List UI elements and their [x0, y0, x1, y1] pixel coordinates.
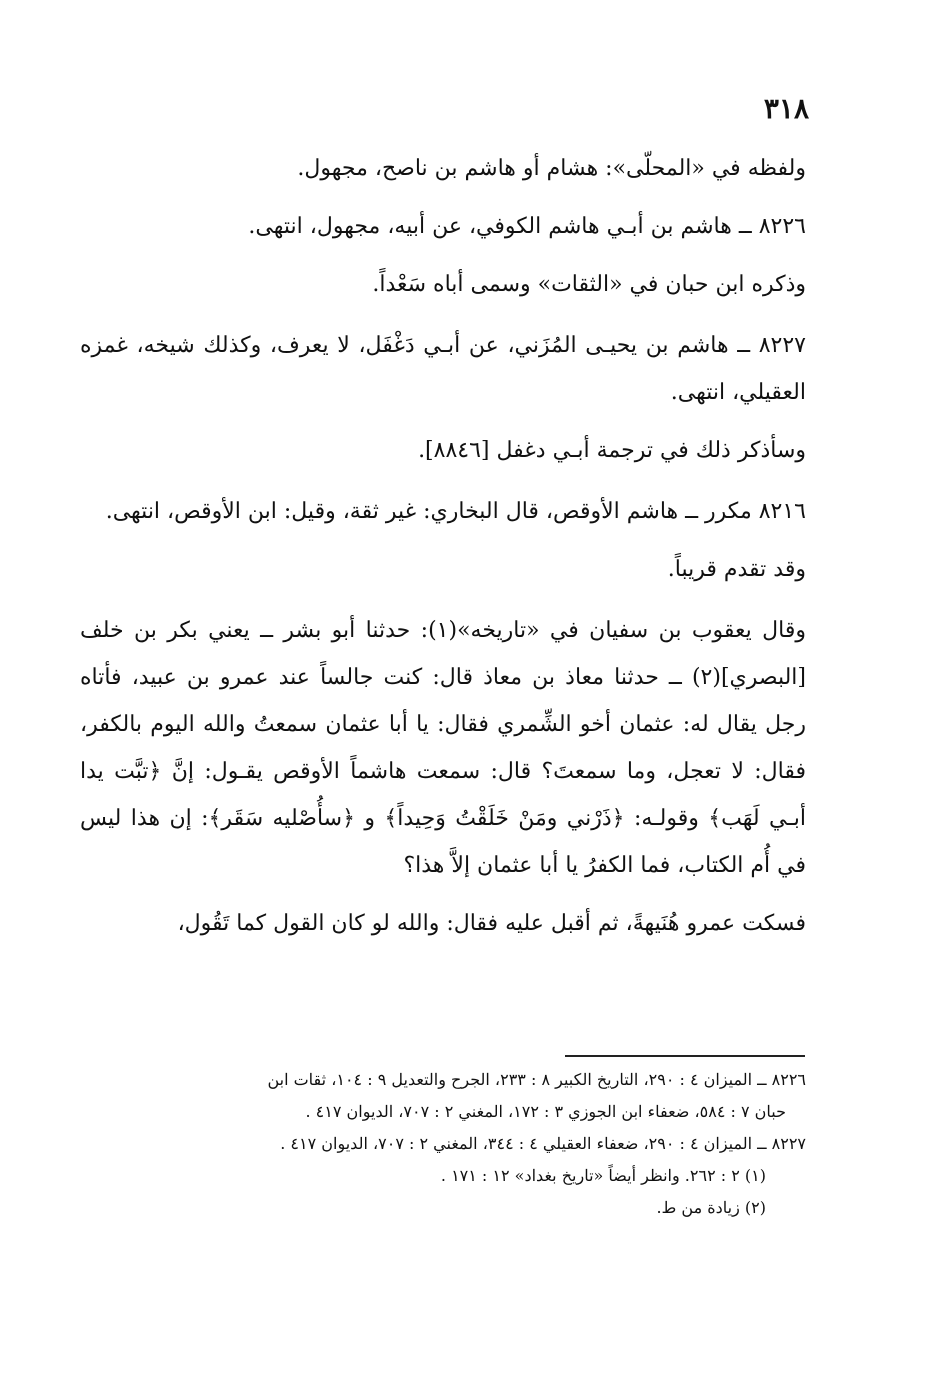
footnote-8226-sources-continued: حبان ٧ : ٥٨٤، ضعفاء ابن الجوزي ٣ : ١٧٢، المغني ٢ : ٧٠٧، الديوان ٤١٧ . — [305, 1102, 786, 1121]
paragraph-continuation: فسكت عمرو هُنَيهةً، ثم أقبل عليه فقال: والله لو كان القول كما تَقُول، — [177, 911, 806, 936]
paragraph-previously-mentioned: وقد تقدم قريباً. — [667, 557, 806, 582]
entry-8227: ٨٢٢٧ ــ هاشم بن يحيـى المُزَني، عن أبـي دَغْفَل، لا يعرف، وكذلك شيخه، غمزه العقيلي، انتهى. — [80, 333, 806, 405]
entry-8216-repeat: ٨٢١٦ مكرر ــ هاشم الأوقص، قال البخاري: غير ثقة، وقيل: ابن الأوقص، انتهى. — [105, 499, 806, 524]
footnotes — [80, 1065, 806, 1225]
footnote-2: (٢) زيادة من ط. — [656, 1198, 766, 1217]
page-number: ٣١٨ — [763, 92, 809, 125]
paragraph-thiqat: وذكره ابن حبان في «الثقات» وسمى أباه سَعْداً. — [372, 272, 806, 297]
paragraph-narration: وقال يعقوب بن سفيان في «تاريخه»(١): حدثنا أبو بشر ــ يعني بكر بن خلف [البصري](٢) ــ حدثنا معاذ بن معاذ قال: كنت جالساً عند عمرو بن عبيد، فأتاه رجل يقال له: عثمان أخو الشِّمري فقال: يا أبا عثمان سمعتُ والله اليوم بالكفر، فقال: لا تعجل، وما سمعتَ؟ قال: سمعت هاشماً الأوقص يقـول: إنَّ ﴿تبَّت يدا أبـي لَهَب﴾ وقولـه: ﴿ذَرْني ومَنْ خَلَقْتُ وَحِيداً﴾ و ﴿سأُصْليه سَقَر﴾: إن هذا ليس في أُم الكتاب، فما الكفرُ يا أبا عثمان إلاَّ هذا؟ — [80, 618, 806, 878]
footnote-8227-sources: ٨٢٢٧ ــ الميزان ٤ : ٢٩٠، ضعفاء العقيلي ٤ : ٣٤٤، المغني ٢ : ٧٠٧، الديوان ٤١٧ . — [280, 1134, 806, 1153]
paragraph-cross-reference: وسأذكر ذلك في ترجمة أبـي دغفل [٨٨٤٦]. — [418, 438, 806, 463]
footnote-separator — [565, 1055, 805, 1057]
entry-8226: ٨٢٢٦ ــ هاشم بن أبـي هاشم الكوفي، عن أبيه، مجهول، انتهى. — [248, 214, 806, 239]
paragraph-muhalla: ولفظه في «المحلّى»: هشام أو هاشم بن ناصح، مجهول. — [297, 156, 806, 181]
body-text — [80, 140, 806, 953]
footnote-8226-sources: ٨٢٢٦ ــ الميزان ٤ : ٢٩٠، التاريخ الكبير ٨ : ٢٣٣، الجرح والتعديل ٩ : ١٠٤، ثقات ابن — [267, 1070, 806, 1089]
footnote-1: (١) ٢ : ٢٦٢. وانظر أيضاً «تاريخ بغداد» ١٢ : ١٧١ . — [440, 1166, 766, 1185]
